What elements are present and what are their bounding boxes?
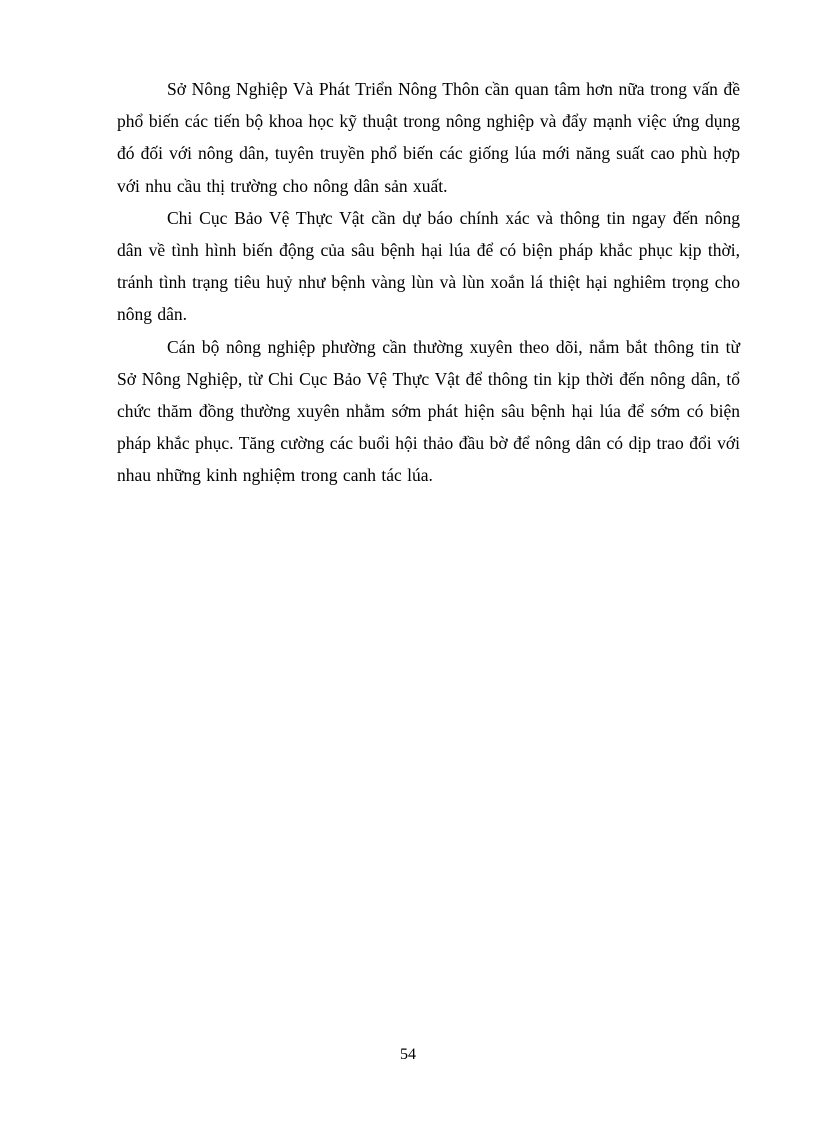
paragraph-plant-protection: Chi Cục Bảo Vệ Thực Vật cần dự báo chính xác và thông tin ngay đến nông dân về tình hình biến động của sâu bệnh hại lúa để có biện pháp khắc phục kịp thời, tránh tình trạng tiêu huỷ như bệnh vàng lùn và lùn xoắn lá thiệt hại nghiêm trọng cho nông dân. [117, 207, 740, 325]
paragraph-ward-officers: Cán bộ nông nghiệp phường cần thường xuyên theo dõi, nắm bắt thông tin từ Sở Nông Nghiệp, từ Chi Cục Bảo Vệ Thực Vật để thông tin kịp thời đến nông dân, tổ chức thăm đồng thường xuyên nhằm sớm phát hiện sâu bệnh hại lúa để sớm có biện pháp khắc phục. Tăng cường các buổi hội thảo đầu bờ để nông dân có dịp trao đổi với nhau những kinh nghiệm trong canh tác lúa. [117, 336, 740, 486]
paragraph-provincial-department: Sở Nông Nghiệp Và Phát Triển Nông Thôn cần quan tâm hơn nữa trong vấn đề phổ biến các tiến bộ khoa học kỹ thuật trong nông nghiệp và đẩy mạnh việc ứng dụng đó đối với nông dân, tuyên truyền phổ biến các giống lúa mới năng suất cao phù hợp với nhu cầu thị trường cho nông dân sản xuất. [117, 79, 740, 196]
body-text [117, 73, 740, 492]
page-number: 54 [400, 1046, 416, 1063]
